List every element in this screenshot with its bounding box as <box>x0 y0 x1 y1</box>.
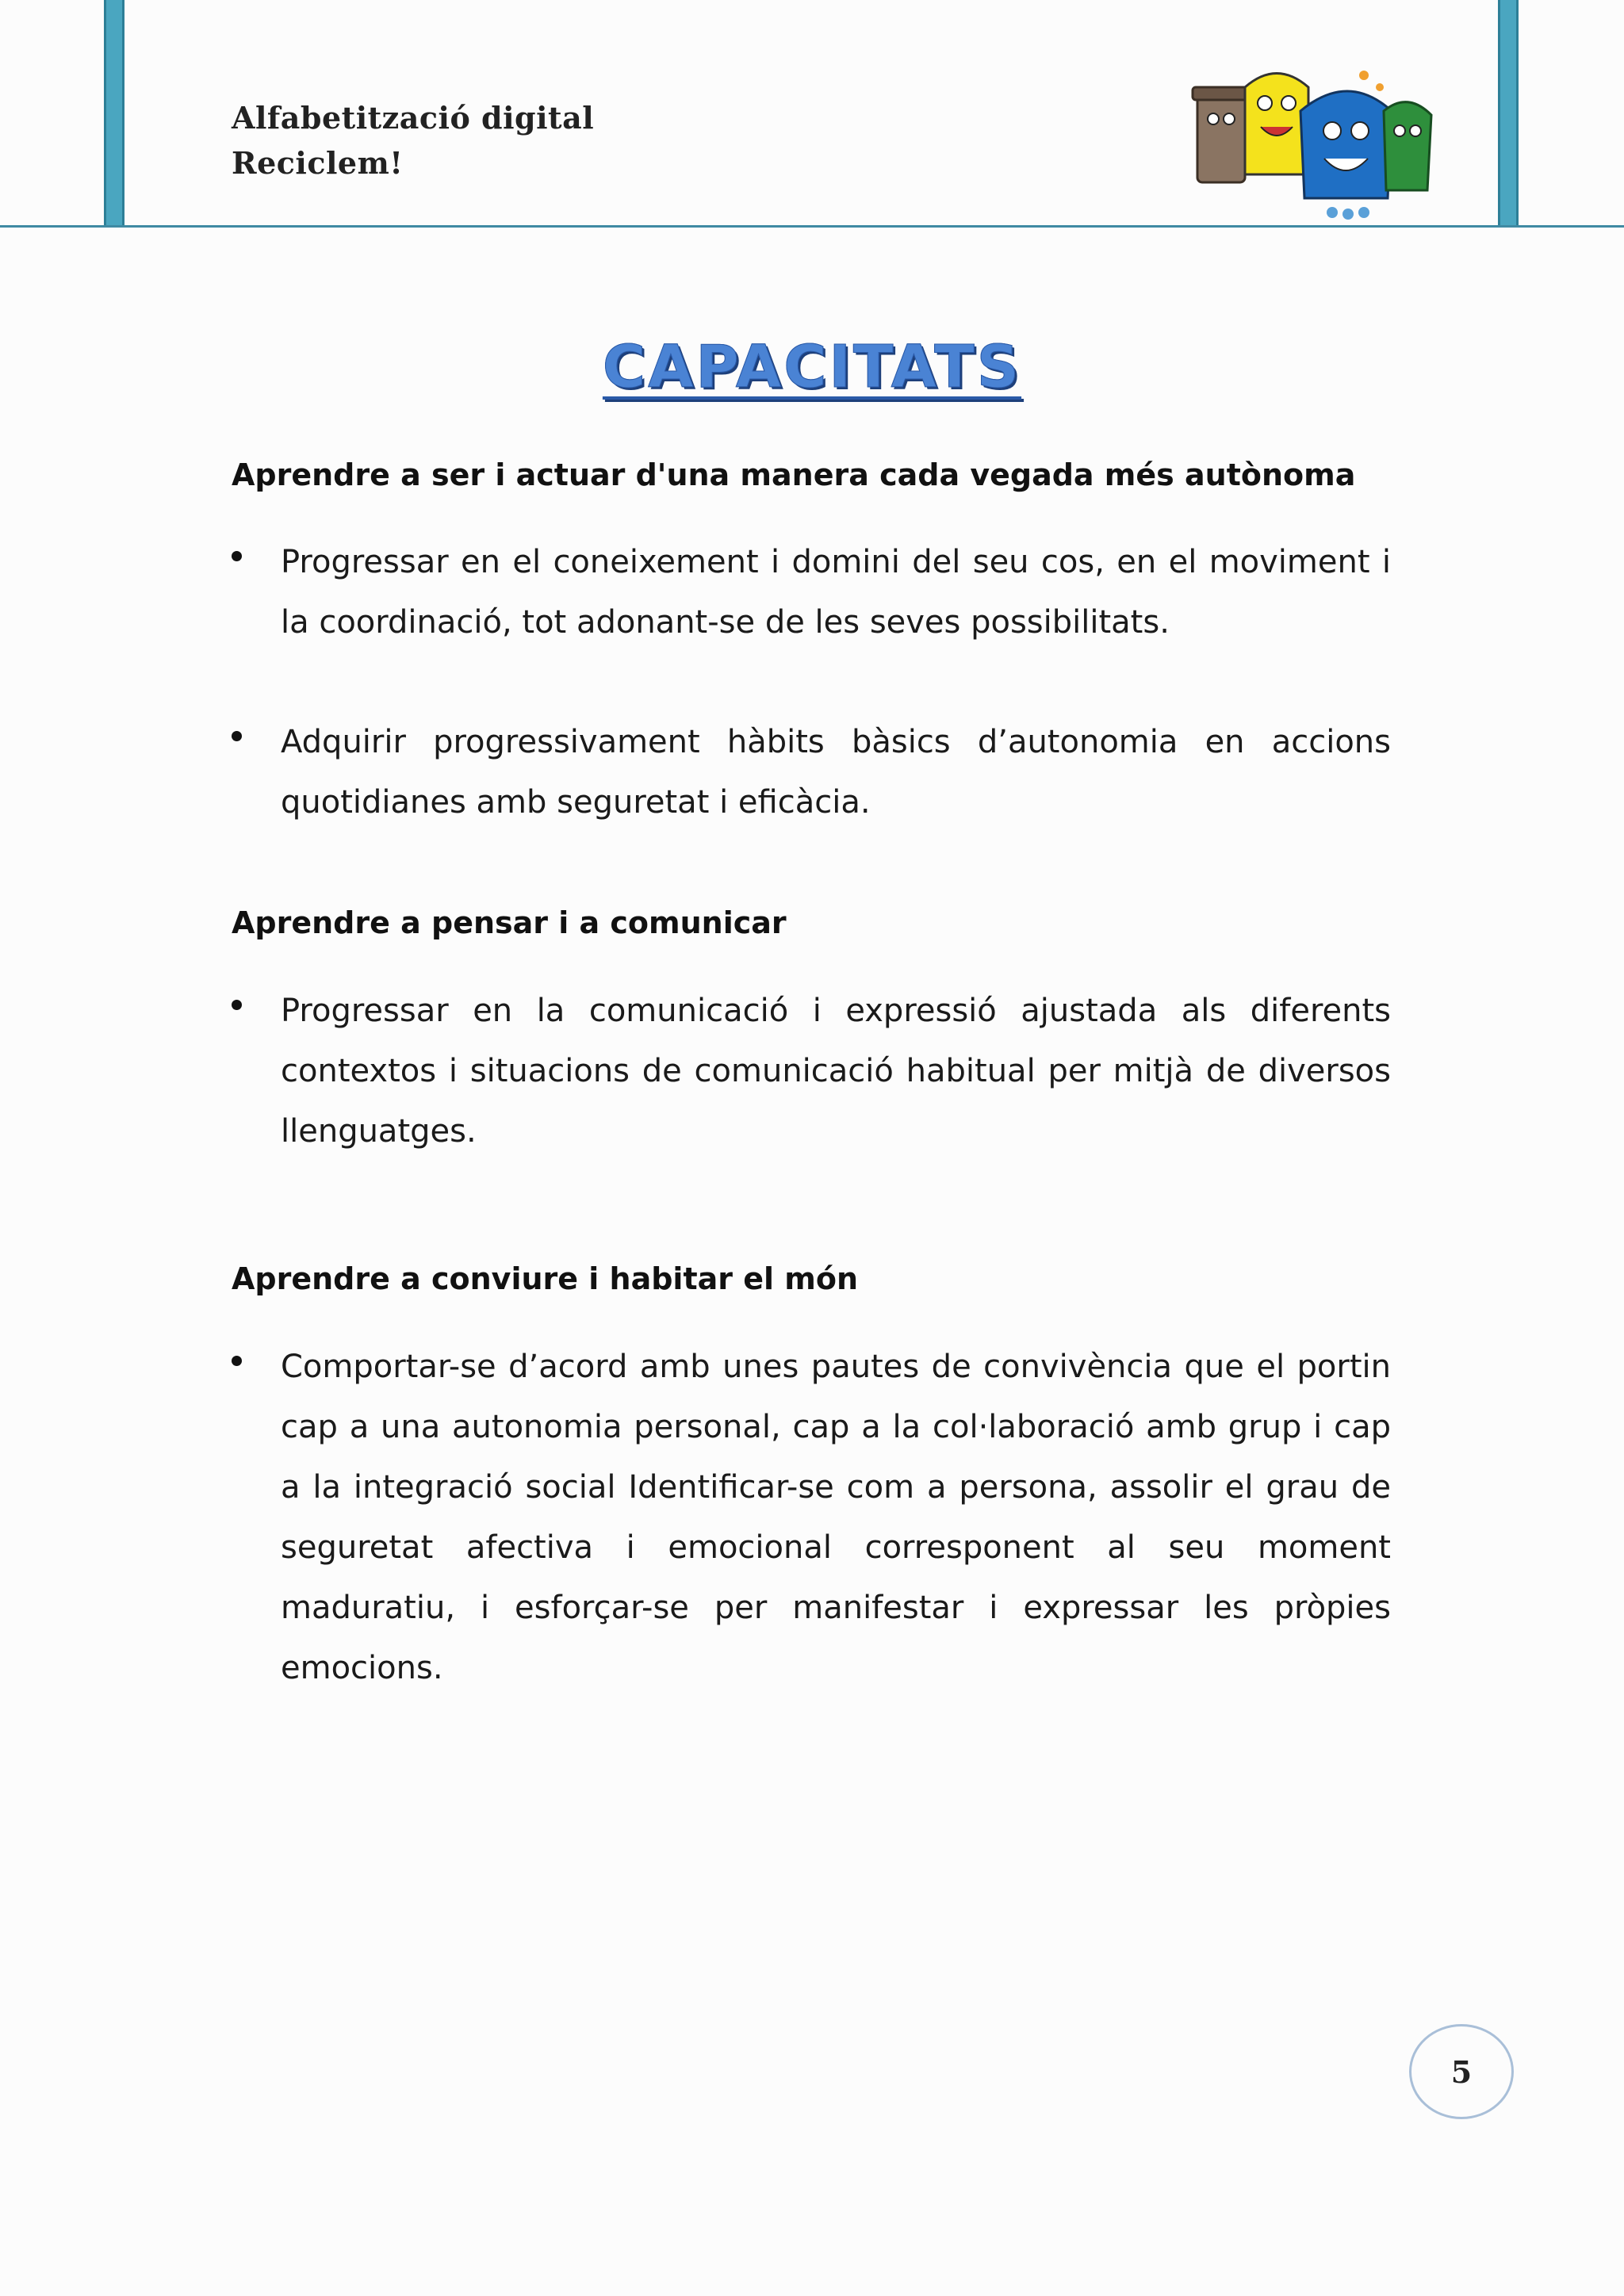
section-heading-3: Aprendre a conviure i habitar el món <box>232 1261 859 1296</box>
header-title: Alfabetització digital <box>232 100 595 136</box>
list-item-text: Comportar-se d’acord amb unes pautes de convivència que el portin cap a una autonomia personal, cap a la col·laboració amb grup i cap a la integració social Identificar-se com a persona, assolir el grau de seguretat afectiva i emocional corresponent al seu moment maduratiu, i esforçar-se per manifestar i expressar les pròpies emocions. <box>281 1349 1391 1686</box>
header-divider <box>0 225 1624 228</box>
bullet-icon <box>232 1356 242 1366</box>
header-left-bar <box>104 0 124 226</box>
page-header <box>0 0 1624 228</box>
list-item-text: Adquirir progressivament hàbits bàsics d’autonomia en accions quotidianes amb seguretat i eficàcia. <box>281 724 1391 821</box>
section-heading-2: Aprendre a pensar i a comunicar <box>232 905 787 940</box>
section-heading-1: Aprendre a ser i actuar d'una manera cada vegada més autònoma <box>232 457 1356 492</box>
list-item-text: Progressar en la comunicació i expressió ajustada als diferents contextos i situacions de comunicació habitual per mitjà de diversos llenguatges. <box>281 993 1391 1150</box>
bullet-icon <box>232 1000 242 1010</box>
page-title: CAPACITATS <box>602 333 1022 401</box>
header-subtitle: Reciclem! <box>232 145 404 181</box>
bullet-icon <box>232 551 242 561</box>
list-item-text: Progressar en el coneixement i domini del seu cos, en el moviment i la coordinació, tot adonant-se de les seves possibilitats. <box>281 544 1391 641</box>
page-number: 5 <box>1409 2024 1514 2119</box>
bullet-icon <box>232 731 242 741</box>
recycling-bins-mascots-icon <box>1182 55 1443 222</box>
header-right-bar <box>1498 0 1519 226</box>
